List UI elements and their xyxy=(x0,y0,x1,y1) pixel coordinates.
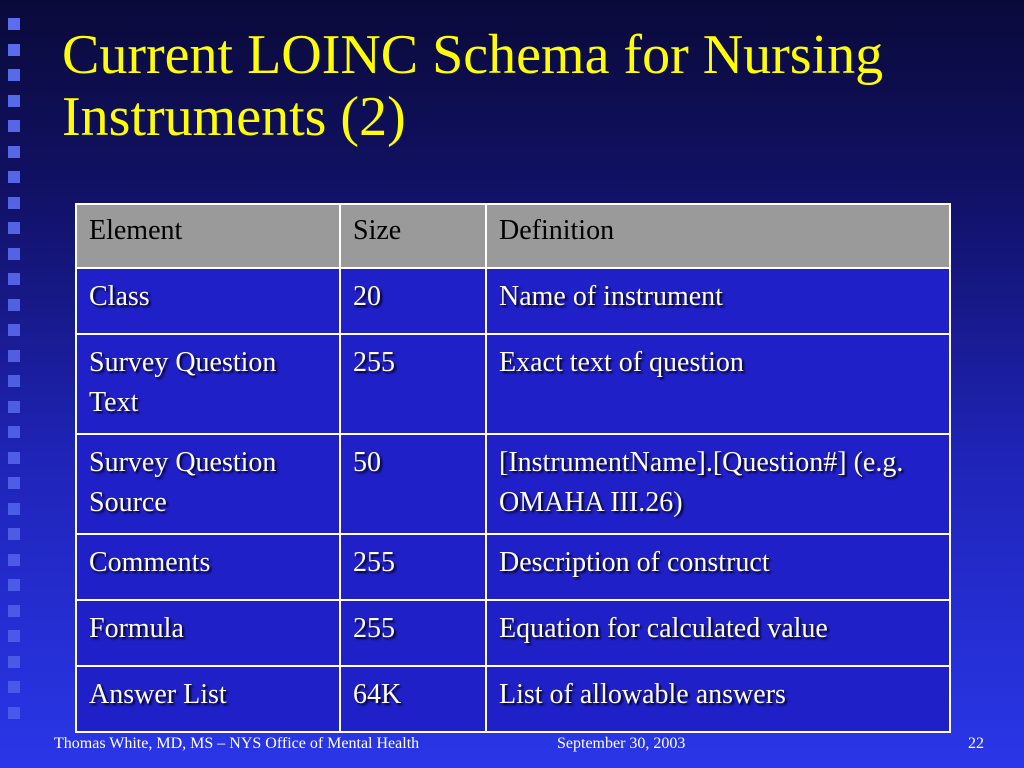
decorative-square xyxy=(8,324,20,336)
header-element: Element xyxy=(76,204,340,268)
footer-author: Thomas White, MD, MS – NYS Office of Mental Health xyxy=(54,735,420,752)
cell-definition: Equation for calculated value xyxy=(486,600,950,666)
decorative-square xyxy=(8,248,20,260)
table-row xyxy=(76,600,950,666)
decorative-square-column xyxy=(8,18,22,738)
cell-size: 50 xyxy=(340,434,486,534)
decorative-square xyxy=(8,528,20,540)
cell-element: Formula xyxy=(76,600,340,666)
cell-element: Survey Question Text xyxy=(76,334,340,434)
header-size: Size xyxy=(340,204,486,268)
cell-size: 255 xyxy=(340,600,486,666)
cell-definition: Name of instrument xyxy=(486,268,950,334)
cell-element: Comments xyxy=(76,534,340,600)
cell-size: 255 xyxy=(340,334,486,434)
slide-title: Current LOINC Schema for Nursing Instruments (2) xyxy=(62,24,884,148)
header-definition: Definition xyxy=(486,204,950,268)
table-row xyxy=(76,534,950,600)
decorative-square xyxy=(8,120,20,132)
cell-definition: [InstrumentName].[Question#] (e.g. OMAHA III.26) xyxy=(486,434,950,534)
decorative-square xyxy=(8,477,20,489)
decorative-square xyxy=(8,401,20,413)
decorative-square xyxy=(8,222,20,234)
decorative-square xyxy=(8,707,20,719)
decorative-square xyxy=(8,630,20,642)
decorative-square xyxy=(8,503,20,515)
decorative-square xyxy=(8,299,20,311)
cell-element: Answer List xyxy=(76,666,340,732)
cell-definition: Exact text of question xyxy=(486,334,950,434)
decorative-square xyxy=(8,171,20,183)
decorative-square xyxy=(8,554,20,566)
table-row xyxy=(76,334,950,434)
decorative-square xyxy=(8,18,20,30)
table-row xyxy=(76,434,950,534)
decorative-square xyxy=(8,579,20,591)
schema-table xyxy=(75,203,951,733)
cell-definition: List of allowable answers xyxy=(486,666,950,732)
cell-element: Class xyxy=(76,268,340,334)
cell-size: 255 xyxy=(340,534,486,600)
cell-definition: Description of construct xyxy=(486,534,950,600)
decorative-square xyxy=(8,44,20,56)
decorative-square xyxy=(8,605,20,617)
footer-date: September 30, 2003 xyxy=(557,735,686,752)
decorative-square xyxy=(8,375,20,387)
decorative-square xyxy=(8,350,20,362)
table-row xyxy=(76,268,950,334)
decorative-square xyxy=(8,656,20,668)
cell-size: 64K xyxy=(340,666,486,732)
cell-element: Survey Question Source xyxy=(76,434,340,534)
decorative-square xyxy=(8,197,20,209)
table-header-row xyxy=(76,204,950,268)
footer-page-number: 22 xyxy=(968,735,984,752)
decorative-square xyxy=(8,273,20,285)
decorative-square xyxy=(8,69,20,81)
decorative-square xyxy=(8,95,20,107)
decorative-square xyxy=(8,426,20,438)
decorative-square xyxy=(8,146,20,158)
decorative-square xyxy=(8,681,20,693)
table-row xyxy=(76,666,950,732)
decorative-square xyxy=(8,452,20,464)
cell-size: 20 xyxy=(340,268,486,334)
schema-table-container xyxy=(75,203,951,733)
